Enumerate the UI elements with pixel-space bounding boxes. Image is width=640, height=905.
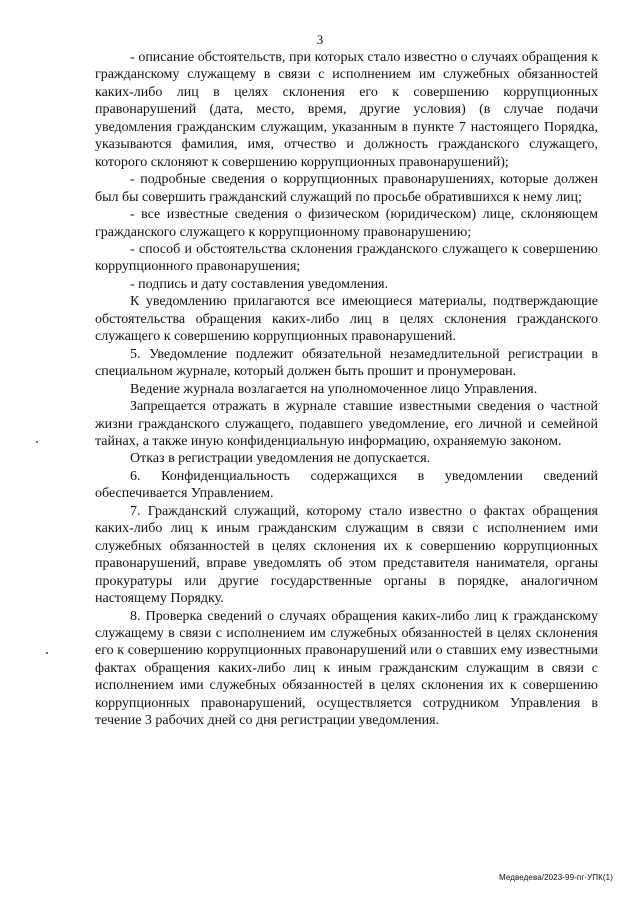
paragraph-journal-keeping: Ведение журнала возлагается на уполномоченное лицо Управления.	[130, 381, 538, 397]
scan-mark	[36, 441, 38, 443]
scan-mark	[46, 652, 48, 654]
paragraph-6-confidentiality: 6. Конфиденциальность содержащихся в уведомлении сведений обеспечивается Управлением.	[95, 468, 598, 502]
paragraph-8-verification: 8. Проверка сведений о случаях обращения каких-либо лиц к гражданскому служащему в связи с исполнением им служебных обязанностей в целях склонения его к совершению коррупционных правонарушений или о ставших ему известными фактах обращения каких-либо лиц к иным гражданским служащим в связи с исполнением ими служебных обязанностей в целях склонения их к совершению коррупционных правонарушений, осуществляется сотрудником Управления в течение 3 рабочих дней со дня регистрации уведомления.	[95, 608, 598, 729]
paragraph-signature-date: - подпись и дату составления уведомления.	[130, 276, 389, 292]
paragraph-prohibition: Запрещается отражать в журнале ставшие известными сведения о частной жизни гражданского служащего, подавшего уведомление, его личной и семейной тайнах, а также иную конфиденциальную информацию, охраняемую законом.	[95, 399, 598, 449]
page-number: 3	[316, 32, 324, 47]
paragraph-violation-details: - подробные сведения о коррупционных правонарушениях, которые должен был бы совершить гражданский служащий по просьбе обратившихся к нему лиц;	[95, 172, 598, 205]
document-footer-code: Медведева/2023-99-пг-УПК(1)	[499, 873, 613, 882]
document-body	[95, 49, 598, 730]
paragraph-5-registration: 5. Уведомление подлежит обязательной незамедлительной регистрации в специальном журнале, который должен быть прошит и пронумерован.	[95, 346, 598, 380]
paragraph-method: - способ и обстоятельства склонения гражданского служащего к совершению коррупционного правонарушения;	[95, 241, 598, 275]
paragraph-circumstances: - описание обстоятельств, при которых стало известно о случаях обращения к гражданскому служащему в связи с исполнением им служебных обязанностей каких-либо лиц в целях склонения его к совершению коррупционных правонарушений (дата, место, время, другие условия) (в случае подачи уведомления гражданским служащим, указанным в пункте 7 настоящего Порядка, указываются фамилия, имя, отчество и должность гражданского служащего, которого склоняют к совершению коррупционных правонарушений);	[95, 50, 598, 170]
paragraph-person-info: - все известные сведения о физическом (юридическом) лице, склоняющем гражданского служащего к коррупционному правонарушению;	[95, 207, 598, 240]
paragraph-attachments: К уведомлению прилагаются все имеющиеся материалы, подтверждающие обстоятельства обращения каких-либо лиц в целях склонения гражданского служащего к совершению коррупционных правонарушений.	[95, 294, 598, 345]
paragraph-7-notify: 7. Гражданский служащий, которому стало известно о фактах обращения каких-либо лиц к иным гражданским служащим в связи с исполнением ими служебных обязанностей в целях склонения их к совершению коррупционных правонарушений, вправе уведомлять об этом представителя нанимателя, органы прокуратуры или другие государственные органы в порядке, аналогичном настоящему Порядку.	[95, 503, 598, 607]
paragraph-refusal: Отказ в регистрации уведомления не допускается.	[130, 451, 431, 467]
